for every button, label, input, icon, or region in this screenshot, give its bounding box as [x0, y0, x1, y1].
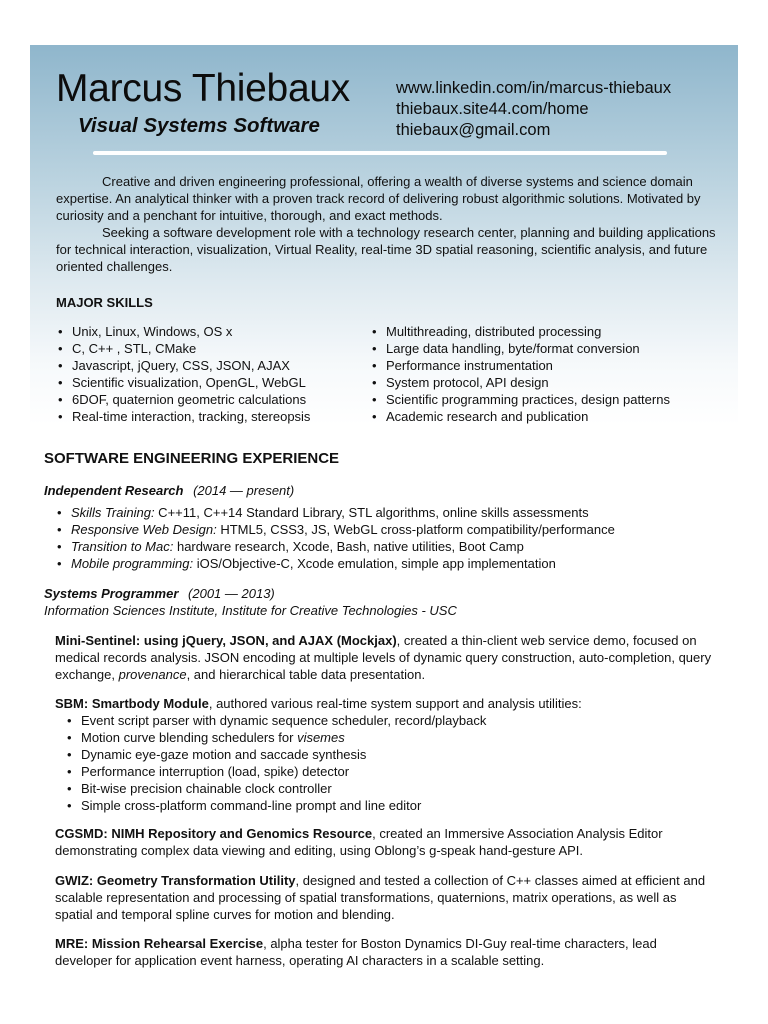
list-item: • Mobile programming: iOS/Objective-C, Xcode emulation, simple app implementation [55, 555, 615, 572]
summary-paragraph: Seeking a software development role with a technology research center, planning and building applications for technical interaction, visualization, Virtual Reality, real-time 3D spatial reasoning, scientific analysis, and future oriented challenges. [56, 225, 716, 274]
summary [56, 173, 716, 275]
skill-item: • Academic research and publication [370, 408, 670, 425]
skill-item: • Performance instrumentation [370, 357, 670, 374]
skill-item: • Javascript, jQuery, CSS, JSON, AJAX [56, 357, 310, 374]
skills-list-right [370, 323, 670, 425]
skill-item: • C, C++ , STL, CMake [56, 340, 310, 357]
candidate-name: Marcus Thiebaux [56, 67, 350, 110]
list-item: • Performance interruption (load, spike) detector [65, 763, 486, 780]
project-mre: MRE: Mission Rehearsal Exercise, alpha tester for Boston Dynamics DI-Guy real-time characters, lead developer for application event harness, operating AI characters in a scalable setting. [55, 936, 657, 968]
website-link[interactable]: thiebaux.site44.com/home [396, 100, 589, 118]
summary-paragraph: Creative and driven engineering professional, offering a wealth of diverse systems and science domain expertise. An analytical thinker with a proven track record of delivering robust algorithmic solutions. Motivated by curiosity and a penchant for intuitive, thorough, and exact methods. [56, 174, 701, 223]
list-item: • Transition to Mac: hardware research, Xcode, Bash, native utilities, Boot Camp [55, 538, 615, 555]
list-item: • Dynamic eye-gaze motion and saccade synthesis [65, 746, 486, 763]
job-role: Independent Research [44, 483, 184, 498]
job-dates: (2014 — present) [193, 483, 295, 498]
project-title: CGSMD: NIMH Repository and Genomics Resource [55, 826, 373, 841]
skill-item: • Multithreading, distributed processing [370, 323, 670, 340]
project-title: Mini-Sentinel: using jQuery, JSON, and AJAX (Mockjax) [55, 633, 397, 648]
skill-item: • 6DOF, quaternion geometric calculations [56, 391, 310, 408]
list-item: • Motion curve blending schedulers for visemes [65, 729, 486, 746]
skill-item: • Real-time interaction, tracking, stereopsis [56, 408, 310, 425]
candidate-subtitle: Visual Systems Software [78, 114, 320, 137]
project-smartbody: SBM: Smartbody Module, authored various real-time system support and analysis utilities: [55, 696, 582, 711]
project-gwiz: GWIZ: Geometry Transformation Utility, designed and tested a collection of C++ classes aimed at efficient and scalable representation and processing of spatial transformations, quaternions, matrix operations, as well as spatial and temporal spline curves for motion and blending. [55, 873, 706, 922]
smartbody-list [65, 712, 486, 814]
skill-item: • Large data handling, byte/format conversion [370, 340, 670, 357]
list-item: • Skills Training: C++11, C++14 Standard Library, STL algorithms, online skills assessments [55, 504, 615, 521]
job-dates: (2001 — 2013) [188, 586, 275, 601]
project-mini-sentinel: Mini-Sentinel: using jQuery, JSON, and AJAX (Mockjax), created a thin-client web service demo, focused on medical records analysis. JSON encoding at multiple levels of dynamic query construction, auto-completion, query exchange, provenance, and hierarchical table data presentation. [55, 633, 712, 682]
project-title: MRE: Mission Rehearsal Exercise [55, 936, 264, 951]
linkedin-link[interactable]: www.linkedin.com/in/marcus-thiebaux [396, 79, 672, 97]
contact-block [396, 78, 671, 141]
major-skills-heading: MAJOR SKILLS [56, 295, 153, 310]
independent-research-list [55, 504, 615, 572]
header-divider [93, 151, 667, 155]
skill-item: • Scientific programming practices, design patterns [370, 391, 670, 408]
project-title: GWIZ: Geometry Transformation Utility [55, 873, 296, 888]
skill-item: • System protocol, API design [370, 374, 670, 391]
job-organization: Information Sciences Institute, Institute for Creative Technologies - USC [44, 603, 457, 618]
skill-item: • Unix, Linux, Windows, OS x [56, 323, 310, 340]
list-item: • Responsive Web Design: HTML5, CSS3, JS, WebGL cross-platform compatibility/performance [55, 521, 615, 538]
job-role: Systems Programmer [44, 586, 179, 601]
list-item: • Event script parser with dynamic sequence scheduler, record/playback [65, 712, 486, 729]
resume-page [30, 45, 738, 1024]
list-item: • Bit-wise precision chainable clock controller [65, 780, 486, 797]
project-cgsmd: CGSMD: NIMH Repository and Genomics Resource, created an Immersive Association Analysis Editor demonstrating complex data viewing and editing, using Oblong’s g-speak hand-gesture API. [55, 826, 663, 858]
job-systems-programmer [44, 585, 457, 619]
skills-list-left [56, 323, 310, 425]
project-title: SBM: Smartbody Module [55, 696, 209, 711]
experience-heading: SOFTWARE ENGINEERING EXPERIENCE [44, 450, 340, 467]
skill-item: • Scientific visualization, OpenGL, WebGL [56, 374, 310, 391]
email-link[interactable]: thiebaux@gmail.com [396, 121, 551, 139]
job-independent-research [44, 482, 294, 499]
list-item: • Simple cross-platform command-line prompt and line editor [65, 797, 486, 814]
